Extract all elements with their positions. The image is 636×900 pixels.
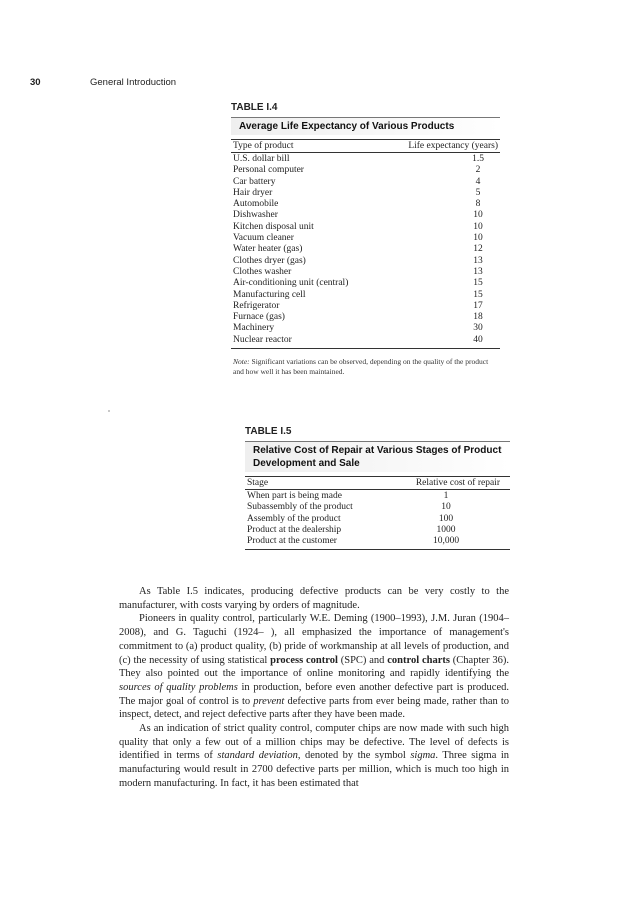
paragraph-text: (SPC) and xyxy=(337,654,388,666)
scan-speck xyxy=(108,410,110,412)
term-sources-of-quality-problems: sources of quality problems xyxy=(119,681,238,693)
table-row xyxy=(231,256,500,267)
row-name: Automobile xyxy=(233,199,279,210)
paragraph-text: , denoted by the symbol xyxy=(297,750,411,762)
row-name: Nuclear reactor xyxy=(233,334,292,345)
row-name: Air-conditioning unit (central) xyxy=(233,278,349,289)
table-row xyxy=(231,210,500,221)
table-row xyxy=(245,502,510,513)
paragraph-text: Pioneers in quality control, particularly W.E. Deming (1900–1993), J.M. Juran (1904–2008), and G. Taguchi (1924– ), all emphasized the importance of management's commitment to (a) product quality, (b) pride of workmanship at all levels of production, and (c) the necessity of using statistical xyxy=(119,613,509,666)
table-row xyxy=(231,301,500,312)
row-value: 12 xyxy=(473,244,483,255)
row-name: Dishwasher xyxy=(233,210,278,221)
paragraph-text: in production, before even another defective part is produced. The major goal of control is to xyxy=(119,681,509,707)
paragraph-2 xyxy=(119,612,509,722)
paragraph-text: defective parts from ever being made, rather than to inspect, detect, and reject defective parts after they have been made. xyxy=(119,695,509,721)
table-1-5 xyxy=(245,426,510,550)
table-title: Average Life Expectancy of Various Products xyxy=(231,117,500,135)
row-value: 5 xyxy=(475,187,481,198)
column-header-stage: Stage xyxy=(247,478,269,488)
table-label: TABLE I.5 xyxy=(245,426,292,437)
row-value: 30 xyxy=(473,323,483,334)
row-value: 2 xyxy=(475,165,481,176)
row-name: When part is being made xyxy=(247,491,342,501)
note-label: Note: xyxy=(233,357,250,367)
table-title xyxy=(245,441,510,472)
term-process-control: process control xyxy=(270,654,338,666)
row-value: 1.5 xyxy=(472,154,484,164)
term-control-charts: control charts xyxy=(387,654,450,666)
term-sigma: sigma xyxy=(410,750,436,762)
running-header xyxy=(30,77,176,88)
row-value: 100 xyxy=(438,513,454,524)
table-label: TABLE I.4 xyxy=(231,102,278,113)
note-text: Significant variations can be observed, depending on the quality of the product and how well it has been maintained. xyxy=(233,357,489,377)
table-row xyxy=(245,525,510,536)
paragraph-text: As an indication of strict quality control, computer chips are now made with such high quality that only a few out of a million chips may be defective. The level of defects is identified in terms of xyxy=(119,723,509,762)
row-name: Subassembly of the product xyxy=(247,502,353,513)
paragraph-3 xyxy=(119,722,509,791)
column-header-type: Type of product xyxy=(233,141,294,151)
paragraph-text: (Chapter 36). They also pointed out the importance of online monitoring and rapidly identifying the xyxy=(119,654,509,680)
table-row xyxy=(231,199,500,210)
row-value: 1000 xyxy=(436,524,456,535)
table-body xyxy=(245,490,510,550)
row-name: Personal computer xyxy=(233,165,304,176)
table-row xyxy=(245,491,510,502)
table-row xyxy=(231,188,500,199)
paragraph-text: As Table I.5 indicates, producing defective products can be very costly to the manufacturer, with costs varying by orders of magnitude. xyxy=(119,586,509,611)
table-note xyxy=(231,357,500,377)
row-name: Product at the customer xyxy=(247,536,337,547)
row-name: Water heater (gas) xyxy=(233,244,303,255)
row-value: 8 xyxy=(475,199,481,210)
row-name: Machinery xyxy=(233,323,275,334)
table-row xyxy=(231,267,500,278)
column-header-cost: Relative cost of repair xyxy=(415,478,500,488)
row-value: 40 xyxy=(473,334,483,345)
row-value: 1 xyxy=(443,491,449,501)
table-row xyxy=(245,514,510,525)
row-name: Vacuum cleaner xyxy=(233,233,294,244)
table-header xyxy=(231,139,500,153)
row-name: Hair dryer xyxy=(233,187,273,198)
row-name: U.S. dollar bill xyxy=(233,154,290,164)
row-name: Clothes washer xyxy=(233,266,292,277)
row-name: Assembly of the product xyxy=(247,513,341,524)
table-header xyxy=(245,476,510,490)
row-value: 13 xyxy=(473,255,483,266)
table-row xyxy=(231,154,500,165)
row-value: 10 xyxy=(473,233,483,244)
table-row xyxy=(231,233,500,244)
column-header-life: Life expectancy (years) xyxy=(408,141,498,151)
row-value: 10,000 xyxy=(432,536,460,547)
row-value: 18 xyxy=(473,312,483,323)
table-body xyxy=(231,153,500,349)
row-value: 10 xyxy=(441,502,451,513)
row-value: 13 xyxy=(473,266,483,277)
row-name: Kitchen disposal unit xyxy=(233,221,314,232)
row-value: 15 xyxy=(473,278,483,289)
row-value: 17 xyxy=(473,300,483,311)
row-value: 4 xyxy=(475,176,481,187)
table-row xyxy=(245,536,510,547)
row-name: Refrigerator xyxy=(233,300,280,311)
paragraph-text: . Three sigma in manufacturing would result in 2700 defective parts per million, which is much too high in modern manufacturing. In fact, it has been estimated that xyxy=(119,750,509,789)
page-number: 30 xyxy=(30,77,41,88)
table-row xyxy=(231,278,500,289)
table-row xyxy=(231,244,500,255)
table-row xyxy=(231,290,500,301)
table-title-line-1: Relative Cost of Repair at Various Stages of Product xyxy=(253,445,502,456)
table-title-line-2: Development and Sale xyxy=(253,458,360,469)
table-row xyxy=(231,165,500,176)
row-name: Manufacturing cell xyxy=(233,289,306,300)
term-standard-deviation: standard deviation xyxy=(217,750,298,762)
row-name: Clothes dryer (gas) xyxy=(233,255,306,266)
term-prevent: prevent xyxy=(253,695,285,707)
table-row xyxy=(231,312,500,323)
table-row xyxy=(231,335,500,346)
row-name: Car battery xyxy=(233,176,276,187)
row-value: 10 xyxy=(473,221,483,232)
table-1-4 xyxy=(231,102,500,377)
row-value: 15 xyxy=(473,289,483,300)
table-row xyxy=(231,177,500,188)
row-name: Product at the dealership xyxy=(247,524,342,535)
row-value: 10 xyxy=(473,210,483,221)
paragraph-1 xyxy=(119,585,509,612)
running-title: General Introduction xyxy=(90,77,177,88)
row-name: Furnace (gas) xyxy=(233,312,285,323)
table-row xyxy=(231,323,500,334)
body-text xyxy=(119,585,509,791)
table-row xyxy=(231,222,500,233)
